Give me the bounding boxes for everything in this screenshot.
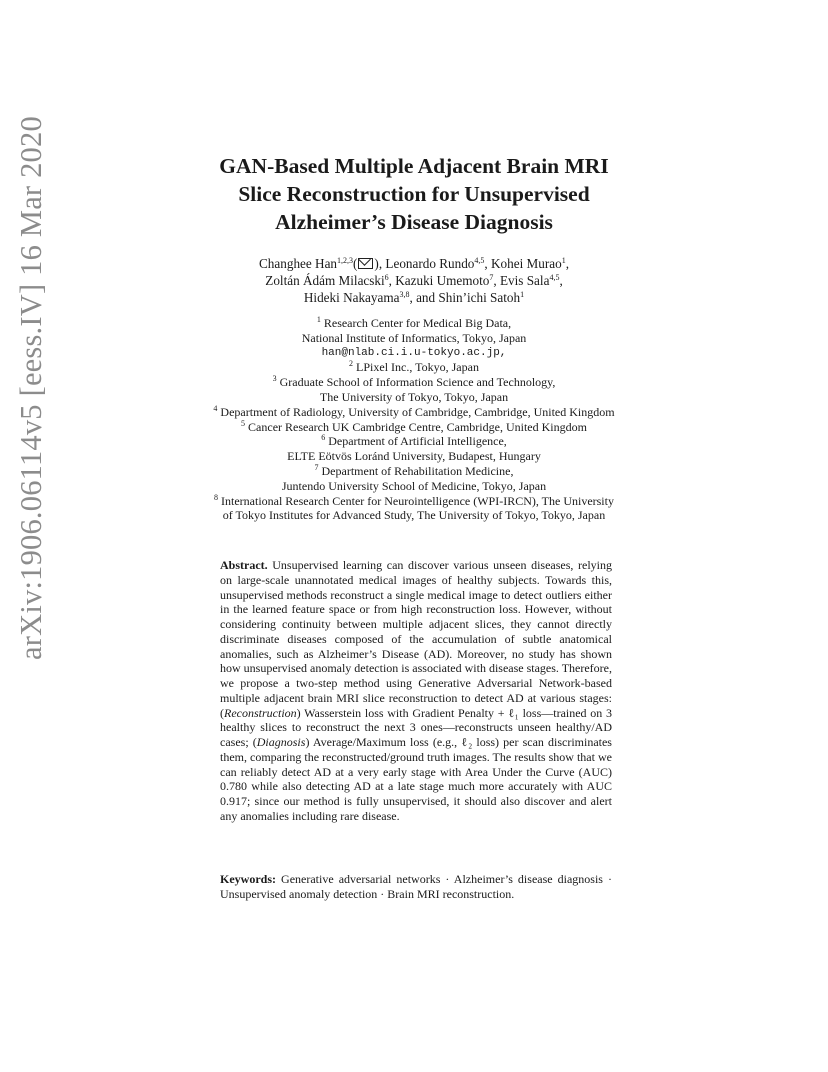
abstract-label: Abstract. (220, 558, 268, 572)
abstract (220, 558, 612, 824)
affiliation-line: Juntendo University School of Medicine, Tokyo, Japan (281, 478, 547, 493)
affiliation-line: Graduate School of Information Science and Technology, (279, 375, 556, 390)
affiliation-list (0, 316, 828, 523)
keywords-label: Keywords: (220, 872, 276, 886)
affiliation-line: Department of Rehabilitation Medicine, (321, 463, 514, 478)
author-superscript: 1,2,3 (337, 256, 354, 265)
paper-title (0, 152, 828, 236)
affiliation-number: 5 (241, 418, 246, 428)
abstract-emphasis: Diagnosis (256, 735, 306, 749)
envelope-icon (358, 258, 373, 269)
affiliation-number: 7 (314, 462, 319, 472)
keywords (220, 872, 612, 902)
affiliation-number: 2 (349, 359, 354, 369)
affiliation-number: 4 (213, 403, 218, 413)
author-name: Hideki Nakayama (303, 290, 400, 305)
affiliation-line: ELTE Eötvös Loránd University, Budapest, Hungary (287, 449, 541, 464)
abstract-text: Unsupervised learning can discover various unseen diseases, relying on large-scale unannotated medical images of healthy subjects. Towards this, unsupervised methods reconstruct a single medical image to detect outliers either in the learned feature space or from high reconstruction loss. However, without considering continuity between multiple adjacent slices, they cannot directly discriminate diseases composed of the accumulation of subtle anatomical anomalies, such as Alzheimer’s Disease (AD). Moreover, no study has shown how unsupervised anomaly detection is associated with disease stages. Therefore, we propose a two-step method using Generative Adversarial Network-based multiple adjacent brain MRI slice reconstruction to detect AD at various stages: ( (220, 558, 612, 720)
author-name: ), Leonardo Rundo (374, 256, 475, 271)
author-superscript: 1 (561, 256, 566, 265)
author-superscript: 3,8 (399, 290, 410, 299)
abstract-text: ) Average/Maximum loss (e.g., ℓ₂ loss) per scan discriminates them, comparing the reconstructed/ground truth images. The results show that we can reliably detect AD at a very early stage with Area Under the Curve (AUC) 0.780 while also detecting AD at a late stage much more accurately with AUC 0.917; since our method is fully unsupervised, it should also discover and alert any anomalies including rare disease. (220, 735, 612, 823)
affiliation-line: International Research Center for Neurointelligence (WPI-IRCN), The University (221, 493, 614, 508)
abstract-emphasis: Reconstruction (224, 705, 297, 720)
title-line: Alzheimer’s Disease Diagnosis (275, 210, 553, 234)
affiliation-line: Department of Artificial Intelligence, (328, 434, 507, 449)
title-line: GAN-Based Multiple Adjacent Brain MRI (219, 154, 609, 178)
author-superscript: 7 (489, 273, 494, 282)
author-name: , Evis Sala (493, 273, 550, 288)
affiliation-number: 6 (321, 433, 326, 443)
title-line: Slice Reconstruction for Unsupervised (238, 182, 590, 206)
affiliation-line: LPixel Inc., Tokyo, Japan (356, 360, 479, 375)
affiliation-line: Department of Radiology, University of Cambridge, Cambridge, United Kingdom (220, 404, 615, 419)
author-superscript: 1 (520, 290, 525, 299)
author-name: Changhee Han (259, 256, 338, 271)
author-name: Zoltán Ádám Milacski (265, 273, 385, 288)
affiliation-line: Cancer Research UK Cambridge Centre, Cambridge, United Kingdom (248, 419, 587, 434)
arxiv-identifier: arXiv:1906.06114v5 [eess.IV] 16 Mar 2020 (14, 116, 48, 660)
affiliation-line: National Institute of Informatics, Tokyo, Japan (301, 330, 527, 345)
affiliation-number: 1 (316, 315, 321, 324)
affiliation-line: of Tokyo Institutes for Advanced Study, The University of Tokyo, Tokyo, Japan (222, 508, 606, 523)
author-list: Changhee Han$^{1,2,3}$( ), Leonardo Rundo$^{4,5}$, Kohei Murao$^1$, Zoltán Ádám Milacski$^6$, Kazuki Umemoto$^7$, Evis Sala$^{4,5}$, Hideki Nakayama$^{3,8}$, and Shin’ichi Satoh$^1$ (259, 256, 569, 305)
affiliation-line: The University of Tokyo, Tokyo, Japan (319, 389, 509, 404)
author-name: , Kazuki Umemoto (388, 273, 490, 288)
keywords-text: Generative adversarial networks · Alzheimer’s disease diagnosis · Unsupervised anomaly detection · Brain MRI reconstruction. (220, 872, 612, 901)
author-superscript: 4,5 (474, 256, 485, 265)
author-name: , Kohei Murao (484, 256, 562, 271)
email-address[interactable]: han@nlab.ci.i.u-tokyo.ac.jp, (321, 346, 507, 359)
affiliation-line: Research Center for Medical Big Data, (323, 316, 512, 330)
author-name: , and Shin’ichi Satoh (409, 290, 521, 305)
affiliation-number: 8 (214, 492, 218, 502)
affiliation-number: 3 (272, 374, 277, 384)
author-superscript: 4,5 (549, 273, 560, 282)
author-superscript: 6 (384, 273, 389, 282)
abstract-text: ) Wasserstein loss with Gradient Penalty + ℓ₁ loss—trained on 3 healthy slices to reconstruct the next 3 ones—reconstructs unseen healthy/AD cases; ( (220, 705, 612, 749)
